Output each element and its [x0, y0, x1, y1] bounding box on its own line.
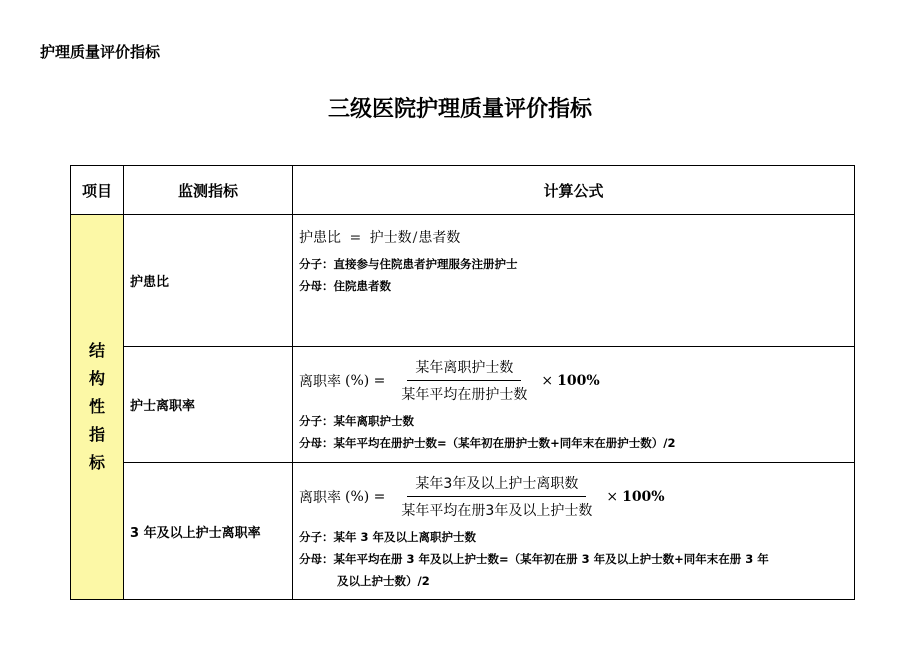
- denominator-note: 分母：住院患者数: [299, 279, 391, 293]
- formula-percent-equals: (%) =: [345, 488, 386, 505]
- formula-times: ×: [606, 488, 619, 505]
- formula-expression: [299, 227, 848, 247]
- formula-equals: =: [349, 230, 362, 246]
- formula-hundred-percent: 100%: [622, 488, 665, 505]
- formula-fraction: [393, 357, 535, 404]
- formula-numerator: 某年3年及以上护士离职数: [407, 473, 586, 497]
- indicator-cell: 护士离职率: [124, 347, 293, 463]
- numerator-note: 分子：直接参与住院患者护理服务注册护士: [299, 257, 518, 271]
- formula-numerator: 某年离职护士数: [407, 357, 521, 381]
- category-cell: [71, 215, 124, 600]
- formula-numerator: 护士数: [369, 230, 412, 246]
- formula-denominator: 某年平均在册3年及以上护士数: [401, 503, 593, 519]
- column-header-indicator: 监测指标: [124, 166, 293, 215]
- page-header-text: 护理质量评价指标: [40, 43, 161, 61]
- formula-expression: [299, 473, 848, 520]
- denominator-note: 分母：某年平均在册 3 年及以上护士数=（某年初在册 3 年及以上护士数+同年末在册 3 年: [299, 552, 769, 566]
- formula-cell: [293, 463, 855, 600]
- indicator-cell: 3 年及以上护士离职率: [124, 463, 293, 600]
- formula-denominator: 患者数: [418, 230, 461, 246]
- formula-denominator: 某年平均在册护士数: [401, 387, 528, 403]
- column-header-formula: 计算公式: [293, 166, 855, 215]
- formula-lhs: 离职率: [299, 373, 341, 390]
- formula-hundred-percent: 100%: [557, 372, 600, 389]
- formula-expression: [299, 357, 848, 404]
- category-label: 结构性指标: [88, 341, 105, 472]
- formula-fraction: [393, 473, 600, 520]
- formula-lhs: 护患比: [299, 230, 341, 246]
- numerator-note: 分子：某年离职护士数: [299, 414, 414, 428]
- formula-times: ×: [541, 372, 554, 389]
- formula-cell: [293, 347, 855, 463]
- column-header-item: 项目: [71, 166, 124, 215]
- table-row: [71, 215, 855, 347]
- table-row: [71, 347, 855, 463]
- table-row: [71, 463, 855, 600]
- formula-lhs: 离职率: [299, 489, 341, 506]
- formula-slash: /: [412, 230, 418, 246]
- table-header-row: [71, 166, 855, 215]
- denominator-note: 分母：某年平均在册护士数=（某年初在册护士数+同年末在册护士数）/2: [299, 436, 676, 450]
- indicator-table: [70, 165, 855, 600]
- document-title: 三级医院护理质量评价指标: [327, 97, 592, 122]
- denominator-note-continued: 及以上护士数）/2: [337, 574, 430, 588]
- formula-cell: [293, 215, 855, 347]
- formula-percent-equals: (%) =: [345, 372, 386, 389]
- numerator-note: 分子：某年 3 年及以上离职护士数: [299, 530, 477, 544]
- indicator-cell: 护患比: [124, 215, 293, 347]
